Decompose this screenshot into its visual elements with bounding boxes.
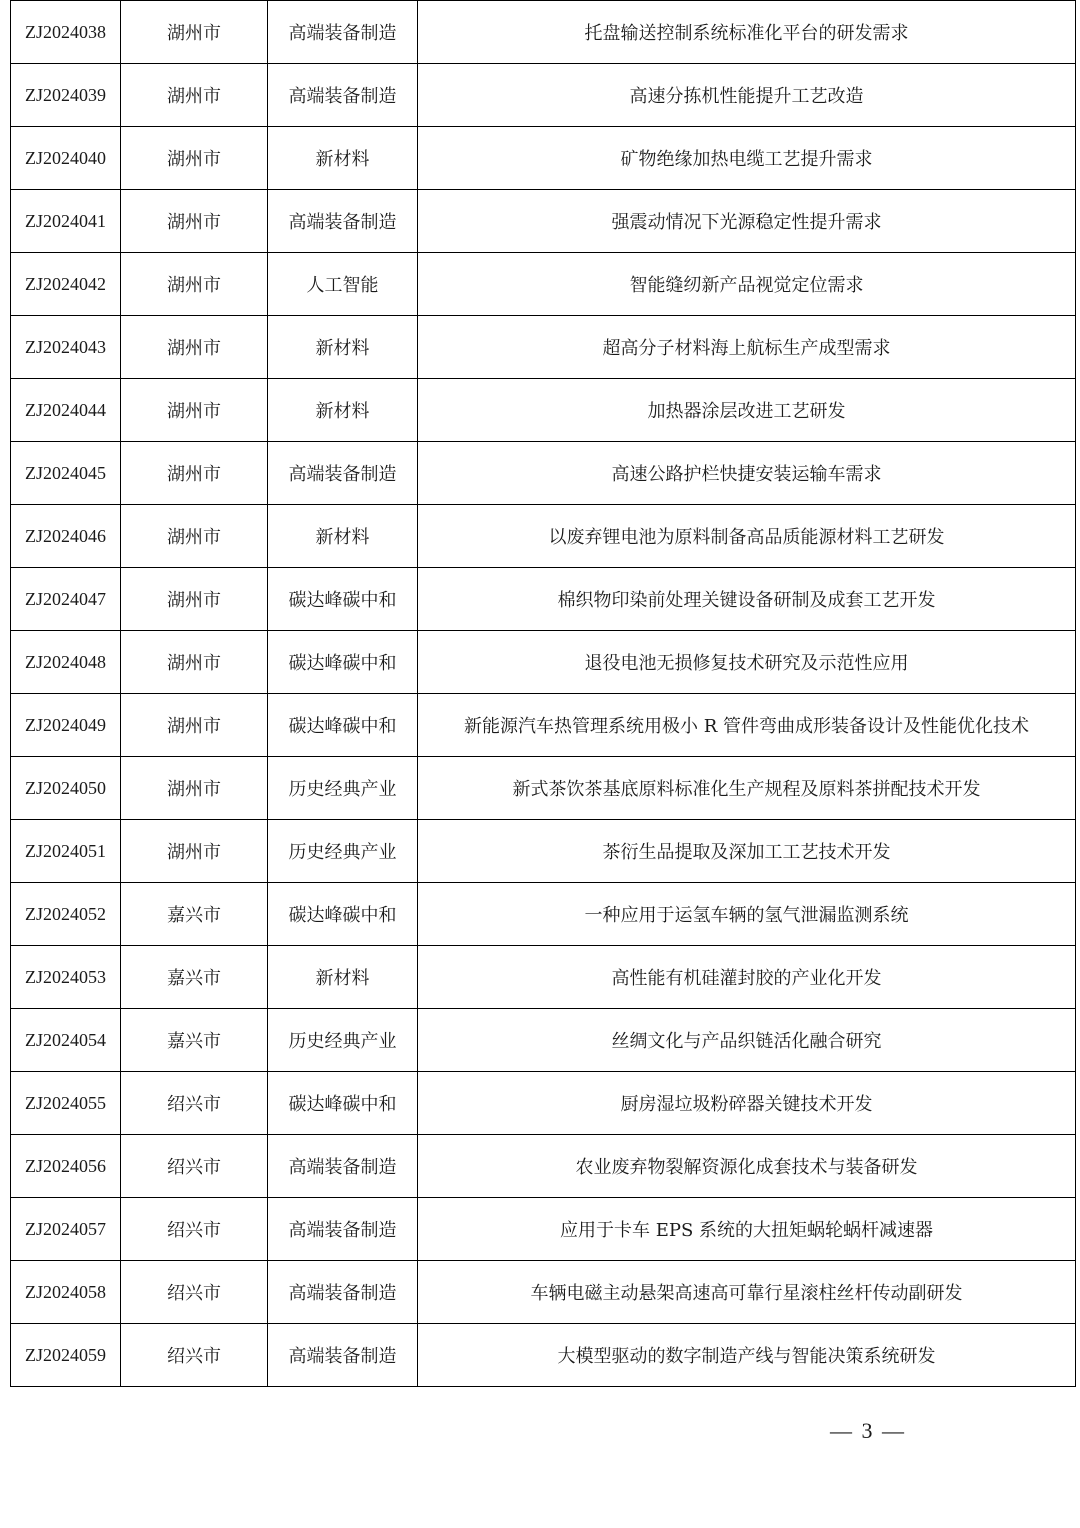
row-city: 湖州市 <box>121 631 268 694</box>
page-number: — 3 — <box>830 1418 906 1443</box>
table-row <box>11 1324 1076 1387</box>
row-code: ZJ2024044 <box>11 379 121 442</box>
table-row <box>11 505 1076 568</box>
row-city: 湖州市 <box>121 316 268 379</box>
row-code: ZJ2024052 <box>11 883 121 946</box>
row-city: 湖州市 <box>121 757 268 820</box>
table-row <box>11 631 1076 694</box>
row-code: ZJ2024056 <box>11 1135 121 1198</box>
row-title: 超高分子材料海上航标生产成型需求 <box>418 316 1076 379</box>
row-title: 一种应用于运氢车辆的氢气泄漏监测系统 <box>418 883 1076 946</box>
row-field: 新材料 <box>268 379 418 442</box>
requirements-table <box>10 0 1076 1387</box>
row-city: 嘉兴市 <box>121 1009 268 1072</box>
table-row <box>11 1198 1076 1261</box>
row-title: 棉织物印染前处理关键设备研制及成套工艺开发 <box>418 568 1076 631</box>
row-field: 碳达峰碳中和 <box>268 694 418 757</box>
row-field: 人工智能 <box>268 253 418 316</box>
row-field: 新材料 <box>268 316 418 379</box>
row-field: 碳达峰碳中和 <box>268 1072 418 1135</box>
row-code: ZJ2024050 <box>11 757 121 820</box>
row-field: 碳达峰碳中和 <box>268 568 418 631</box>
row-code: ZJ2024054 <box>11 1009 121 1072</box>
table-row <box>11 568 1076 631</box>
row-code: ZJ2024055 <box>11 1072 121 1135</box>
row-field: 高端装备制造 <box>268 1261 418 1324</box>
row-title: 高性能有机硅灌封胶的产业化开发 <box>418 946 1076 1009</box>
row-city: 湖州市 <box>121 1 268 64</box>
row-city: 嘉兴市 <box>121 946 268 1009</box>
row-field: 高端装备制造 <box>268 190 418 253</box>
table-row <box>11 1261 1076 1324</box>
row-field: 高端装备制造 <box>268 64 418 127</box>
row-code: ZJ2024058 <box>11 1261 121 1324</box>
table-row <box>11 379 1076 442</box>
row-title: 退役电池无损修复技术研究及示范性应用 <box>418 631 1076 694</box>
row-city: 湖州市 <box>121 190 268 253</box>
row-city: 绍兴市 <box>121 1324 268 1387</box>
row-city: 绍兴市 <box>121 1261 268 1324</box>
row-code: ZJ2024038 <box>11 1 121 64</box>
row-code: ZJ2024046 <box>11 505 121 568</box>
row-city: 湖州市 <box>121 253 268 316</box>
row-field: 新材料 <box>268 505 418 568</box>
row-city: 绍兴市 <box>121 1135 268 1198</box>
table-row <box>11 127 1076 190</box>
row-code: ZJ2024041 <box>11 190 121 253</box>
row-field: 历史经典产业 <box>268 820 418 883</box>
row-title: 厨房湿垃圾粉碎器关键技术开发 <box>418 1072 1076 1135</box>
row-city: 湖州市 <box>121 64 268 127</box>
row-city: 绍兴市 <box>121 1198 268 1261</box>
table-row <box>11 442 1076 505</box>
row-title: 大模型驱动的数字制造产线与智能决策系统研发 <box>418 1324 1076 1387</box>
row-field: 历史经典产业 <box>268 1009 418 1072</box>
table-row <box>11 883 1076 946</box>
table-row <box>11 253 1076 316</box>
row-title: 矿物绝缘加热电缆工艺提升需求 <box>418 127 1076 190</box>
row-title: 茶衍生品提取及深加工工艺技术开发 <box>418 820 1076 883</box>
row-field: 高端装备制造 <box>268 442 418 505</box>
row-code: ZJ2024051 <box>11 820 121 883</box>
requirements-table-body <box>11 1 1076 1387</box>
row-field: 历史经典产业 <box>268 757 418 820</box>
row-city: 湖州市 <box>121 820 268 883</box>
row-code: ZJ2024048 <box>11 631 121 694</box>
table-row <box>11 316 1076 379</box>
row-title: 高速公路护栏快捷安装运输车需求 <box>418 442 1076 505</box>
row-title: 托盘输送控制系统标准化平台的研发需求 <box>418 1 1076 64</box>
row-title: 强震动情况下光源稳定性提升需求 <box>418 190 1076 253</box>
table-row <box>11 1 1076 64</box>
row-city: 湖州市 <box>121 442 268 505</box>
row-city: 湖州市 <box>121 568 268 631</box>
row-field: 高端装备制造 <box>268 1135 418 1198</box>
table-row <box>11 694 1076 757</box>
row-code: ZJ2024043 <box>11 316 121 379</box>
row-field: 碳达峰碳中和 <box>268 631 418 694</box>
row-code: ZJ2024042 <box>11 253 121 316</box>
row-city: 湖州市 <box>121 694 268 757</box>
table-row <box>11 757 1076 820</box>
row-field: 碳达峰碳中和 <box>268 883 418 946</box>
row-code: ZJ2024039 <box>11 64 121 127</box>
row-city: 湖州市 <box>121 379 268 442</box>
row-code: ZJ2024047 <box>11 568 121 631</box>
table-row <box>11 1072 1076 1135</box>
row-title: 新式茶饮茶基底原料标准化生产规程及原料茶拼配技术开发 <box>418 757 1076 820</box>
row-code: ZJ2024045 <box>11 442 121 505</box>
row-field: 高端装备制造 <box>268 1198 418 1261</box>
row-title: 应用于卡车 EPS 系统的大扭矩蜗轮蜗杆减速器 <box>418 1198 1076 1261</box>
row-code: ZJ2024040 <box>11 127 121 190</box>
row-title: 加热器涂层改进工艺研发 <box>418 379 1076 442</box>
row-code: ZJ2024057 <box>11 1198 121 1261</box>
row-title: 新能源汽车热管理系统用极小 R 管件弯曲成形装备设计及性能优化技术 <box>418 694 1076 757</box>
row-title: 车辆电磁主动悬架高速高可靠行星滚柱丝杆传动副研发 <box>418 1261 1076 1324</box>
table-row <box>11 1135 1076 1198</box>
table-row <box>11 64 1076 127</box>
row-title: 高速分拣机性能提升工艺改造 <box>418 64 1076 127</box>
row-field: 新材料 <box>268 946 418 1009</box>
table-row <box>11 190 1076 253</box>
row-title: 智能缝纫新产品视觉定位需求 <box>418 253 1076 316</box>
row-title: 丝绸文化与产品织链活化融合研究 <box>418 1009 1076 1072</box>
table-row <box>11 820 1076 883</box>
table-row <box>11 946 1076 1009</box>
row-city: 嘉兴市 <box>121 883 268 946</box>
row-title: 农业废弃物裂解资源化成套技术与装备研发 <box>418 1135 1076 1198</box>
row-field: 新材料 <box>268 127 418 190</box>
row-code: ZJ2024049 <box>11 694 121 757</box>
row-code: ZJ2024059 <box>11 1324 121 1387</box>
row-field: 高端装备制造 <box>268 1 418 64</box>
table-row <box>11 1009 1076 1072</box>
row-title: 以废弃锂电池为原料制备高品质能源材料工艺研发 <box>418 505 1076 568</box>
row-city: 绍兴市 <box>121 1072 268 1135</box>
row-city: 湖州市 <box>121 505 268 568</box>
row-city: 湖州市 <box>121 127 268 190</box>
row-code: ZJ2024053 <box>11 946 121 1009</box>
row-field: 高端装备制造 <box>268 1324 418 1387</box>
